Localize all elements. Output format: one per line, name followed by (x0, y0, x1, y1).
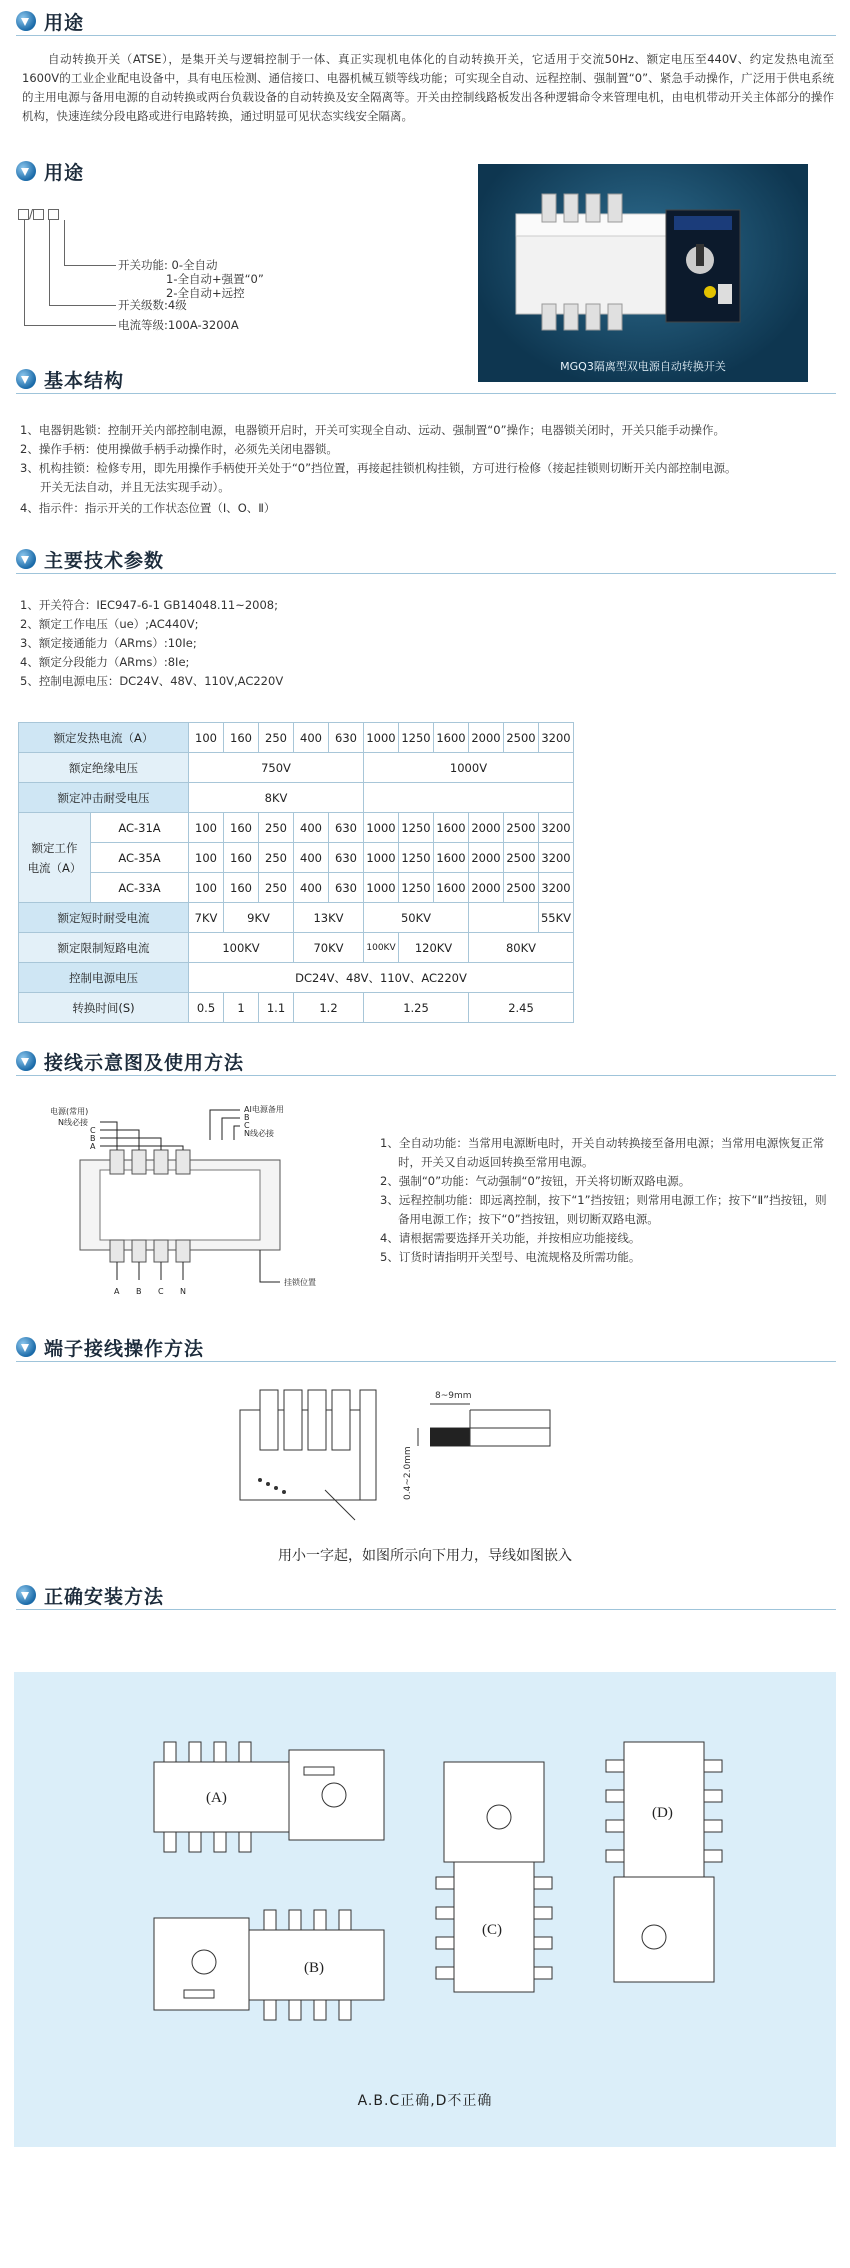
table-cell: 1000V (364, 753, 574, 783)
table-cell: 3200 (539, 813, 574, 843)
diagram-label: N线必接 (244, 1129, 274, 1138)
note-item: 1、全自动功能：当常用电源断电时，开关自动转换接至备用电源；当常用电源恢复正常时，开关又自动返回转换至常用电源。 (380, 1136, 825, 1169)
table-cell: 400 (294, 843, 329, 873)
table-cell: 1.25 (364, 993, 469, 1023)
terminal-diagram (230, 1370, 630, 1540)
code-poles: 开关级数:4级 (118, 298, 187, 312)
table-cell: AC-31A (91, 813, 189, 843)
diagram-label: B (136, 1287, 142, 1296)
code-function-2: 2-全自动+远控 (166, 286, 245, 300)
table-row (19, 903, 574, 933)
table-cell: 160 (224, 843, 259, 873)
section-title: 端子接线操作方法 (44, 1338, 205, 1360)
table-cell: 13KV (294, 903, 364, 933)
table-cell: 1250 (399, 723, 434, 753)
table-cell: 630 (329, 723, 364, 753)
table-row (19, 873, 574, 903)
table-cell: 1250 (399, 813, 434, 843)
section-title: 主要技术参数 (44, 550, 165, 572)
table-row (19, 723, 574, 753)
bullet-arrow-icon (16, 1337, 36, 1357)
diagram-label: A (90, 1142, 96, 1151)
table-cell: 630 (329, 813, 364, 843)
table-cell: 1600 (434, 813, 469, 843)
table-cell: 400 (294, 873, 329, 903)
table-cell: 100 (189, 873, 224, 903)
section-title: 正确安装方法 (44, 1586, 165, 1608)
table-row (19, 843, 574, 873)
table-cell (364, 783, 574, 813)
table-cell: 3200 (539, 843, 574, 873)
wiring-diagram (40, 1100, 340, 1300)
wire-size-label: 0.4~2.0mm (403, 1446, 413, 1500)
table-cell: 100 (189, 843, 224, 873)
table-cell: DC24V、48V、110V、AC220V (189, 963, 574, 993)
bullet-arrow-icon (16, 11, 36, 31)
table-cell: 8KV (189, 783, 364, 813)
table-cell (469, 903, 539, 933)
table-cell: 160 (224, 723, 259, 753)
table-row (19, 963, 574, 993)
table-cell: 1000 (364, 843, 399, 873)
code-box (33, 209, 44, 220)
table-cell: 1250 (399, 843, 434, 873)
table-cell: 55KV (539, 903, 574, 933)
note-item: 5、订货时请指明开关型号、电流规格及所需功能。 (380, 1250, 641, 1264)
diagram-label: C (244, 1121, 250, 1130)
table-cell: 750V (189, 753, 364, 783)
table-cell: 100KV (189, 933, 294, 963)
table-row (19, 933, 574, 963)
section-title: 基本结构 (44, 370, 125, 392)
table-cell: 1 (224, 993, 259, 1023)
table-cell: 3200 (539, 873, 574, 903)
bullet-arrow-icon (16, 1051, 36, 1071)
structure-item: 1、电器钥匙锁：控制开关内部控制电源，电器锁开启时，开关可实现全自动、远动、强制置“0”操作；电器锁关闭时，开关只能手动操作。 (20, 423, 726, 437)
section-header-purpose (16, 8, 836, 36)
param-item: 3、额定接通能力（ARms）:10Ie; (20, 636, 197, 650)
table-cell: 1600 (434, 843, 469, 873)
table-cell: 1600 (434, 873, 469, 903)
table-cell: 2.45 (469, 993, 574, 1023)
section-header-terminal (16, 1334, 836, 1362)
code-box (48, 209, 59, 220)
table-cell: 2000 (469, 723, 504, 753)
table-cell: 2500 (504, 723, 539, 753)
usage-notes (380, 1134, 835, 1267)
table-cell: 250 (259, 723, 294, 753)
table-cell: 1000 (364, 813, 399, 843)
table-row (19, 993, 574, 1023)
table-cell: 250 (259, 813, 294, 843)
table-cell: 80KV (469, 933, 574, 963)
table-cell: 控制电源电压 (19, 963, 189, 993)
diagram-label: B (90, 1134, 96, 1143)
table-cell: 2000 (469, 873, 504, 903)
product-photo (478, 164, 808, 382)
diagram-label: C (158, 1287, 164, 1296)
install-label-c: (C) (482, 1922, 502, 1938)
table-cell: 100KV (364, 933, 399, 963)
table-cell: 转换时间(S) (19, 993, 189, 1023)
switch-product-image (478, 164, 808, 382)
param-item: 2、额定工作电压（ue）;AC440V; (20, 617, 199, 631)
note-item: 2、强制“0”功能：气动强制“0”按钮，开关将切断双路电源。 (380, 1174, 691, 1188)
diagram-label: B (244, 1113, 250, 1122)
table-cell: 2500 (504, 843, 539, 873)
purpose-paragraph: 自动转换开关（ATSE），是集开关与逻辑控制于一体、真正实现机电体化的自动转换开关，它适用于交流50Hz、额定电压至440V、约定发热电流至1600V的工业企业配电设备中，具有电压检测、通信接口、电器机械互锁等线功能；可实现全自动、远程控制、强制置“0”、紧急手动操作，广泛用于供电系统的主用电源与备用电源的自动转换或两台负载设备的自动转换及安全隔离等。开关由控制线路板发出各种逻辑命令来管理电机，由电机带动开关主体部分的操作机构，快速连续分段电路或进行电路转换，通过明显可见状态实线安全隔离。 (22, 52, 834, 123)
table-cell: 1000 (364, 723, 399, 753)
table-cell: 1.1 (259, 993, 294, 1023)
note-item: 3、远程控制功能：即远离控制，按下“1”挡按钮；则常用电源工作；按下“Ⅱ”挡按钮，则备用电源工作；按下“0”挡按钮，则切断双路电源。 (380, 1193, 827, 1226)
table-cell: 2000 (469, 843, 504, 873)
table-cell: 2500 (504, 813, 539, 843)
param-item: 4、额定分段能力（ARms）:8Ie; (20, 655, 190, 669)
table-cell: 2000 (469, 813, 504, 843)
code-function-1: 1-全自动+强置“0” (166, 272, 264, 286)
section-title: 用途 (44, 12, 85, 34)
bullet-arrow-icon (16, 369, 36, 389)
installation-diagrams (14, 1672, 836, 2072)
model-code (18, 207, 59, 221)
diagram-label: C (90, 1126, 96, 1135)
table-cell: 1600 (434, 723, 469, 753)
table-cell: AC-35A (91, 843, 189, 873)
structure-item: 开关无法自动，并且无法实现手动）。 (40, 480, 230, 494)
table-cell: 额定冲击耐受电压 (19, 783, 189, 813)
section-title: 用途 (44, 162, 85, 184)
terminal-caption: 用小一字起，如图所示向下用力，导线如图嵌入 (278, 1548, 572, 1564)
table-cell: 额定短时耐受电流 (19, 903, 189, 933)
table-cell: 250 (259, 873, 294, 903)
table-cell: 400 (294, 813, 329, 843)
table-cell: 50KV (364, 903, 469, 933)
installation-panel (14, 1672, 836, 2147)
section-header-usage (16, 158, 456, 186)
param-item: 1、开关符合：IEC947-6-1 GB14048.11~2008; (20, 598, 278, 612)
install-label-b: (B) (304, 1960, 324, 1976)
table-row (19, 753, 574, 783)
table-row (19, 783, 574, 813)
section-header-structure (16, 366, 836, 394)
structure-item: 2、操作手柄：使用操做手柄手动操作时，必须先关闭电器锁。 (20, 442, 338, 456)
table-cell: 70KV (294, 933, 364, 963)
bullet-arrow-icon (16, 161, 36, 181)
bullet-arrow-icon (16, 549, 36, 569)
table-cell: 额定工作电流（A） (19, 813, 91, 903)
installation-caption: A.B.C正确,D不正确 (357, 2093, 493, 2109)
table-row (19, 813, 574, 843)
code-current: 电流等级:100A-3200A (118, 318, 239, 332)
diagram-label: 挂锁位置 (284, 1278, 316, 1287)
parameter-table (18, 722, 574, 1023)
table-cell: 400 (294, 723, 329, 753)
section-header-wiring (16, 1048, 836, 1076)
section-title: 接线示意图及使用方法 (44, 1052, 245, 1074)
code-box (18, 209, 29, 220)
diagram-label: A (114, 1287, 120, 1296)
structure-item: 3、机构挂锁：检修专用，即先用操作手柄使开关处于“0”挡位置，再接起挂锁机构挂锁，方可进行检修（接起挂锁则切断开关内部控制电源。 (20, 461, 737, 475)
table-cell: 1250 (399, 873, 434, 903)
code-separator: / (29, 207, 34, 221)
strip-length-label: 8~9mm (435, 1391, 472, 1401)
install-label-a: (A) (206, 1790, 227, 1806)
section-header-parameters (16, 546, 836, 574)
diagram-label: N线必接 (58, 1118, 88, 1127)
diagram-label: 电源(常用) (50, 1107, 89, 1116)
table-cell: 160 (224, 873, 259, 903)
table-cell: 100 (189, 723, 224, 753)
table-cell: 630 (329, 873, 364, 903)
install-label-d: (D) (652, 1805, 673, 1821)
diagram-label: AI电源备用 (244, 1105, 284, 1114)
code-function: 开关功能: 0-全自动 (118, 258, 218, 272)
photo-caption: MGQ3隔离型双电源自动转换开关 (560, 360, 726, 373)
table-cell: 120KV (399, 933, 469, 963)
table-cell: 2500 (504, 873, 539, 903)
table-cell: 7KV (189, 903, 224, 933)
param-item: 5、控制电源电压：DC24V、48V、110V,AC220V (20, 674, 284, 688)
note-item: 4、请根据需要选择开关功能，并按相应功能接线。 (380, 1231, 641, 1245)
table-cell: 1.2 (294, 993, 364, 1023)
table-cell: 额定绝缘电压 (19, 753, 189, 783)
table-cell: AC-33A (91, 873, 189, 903)
section-header-installation (16, 1582, 836, 1610)
table-cell: 160 (224, 813, 259, 843)
table-cell: 1000 (364, 873, 399, 903)
table-cell: 9KV (224, 903, 294, 933)
structure-item: 4、指示件：指示开关的工作状态位置（Ⅰ、O、Ⅱ） (20, 501, 276, 515)
table-cell: 0.5 (189, 993, 224, 1023)
bullet-arrow-icon (16, 1585, 36, 1605)
table-cell: 3200 (539, 723, 574, 753)
table-cell: 额定发热电流（A） (19, 723, 189, 753)
table-cell: 630 (329, 843, 364, 873)
table-cell: 额定限制短路电流 (19, 933, 189, 963)
table-cell: 250 (259, 843, 294, 873)
diagram-label: N (180, 1287, 186, 1296)
table-cell: 100 (189, 813, 224, 843)
